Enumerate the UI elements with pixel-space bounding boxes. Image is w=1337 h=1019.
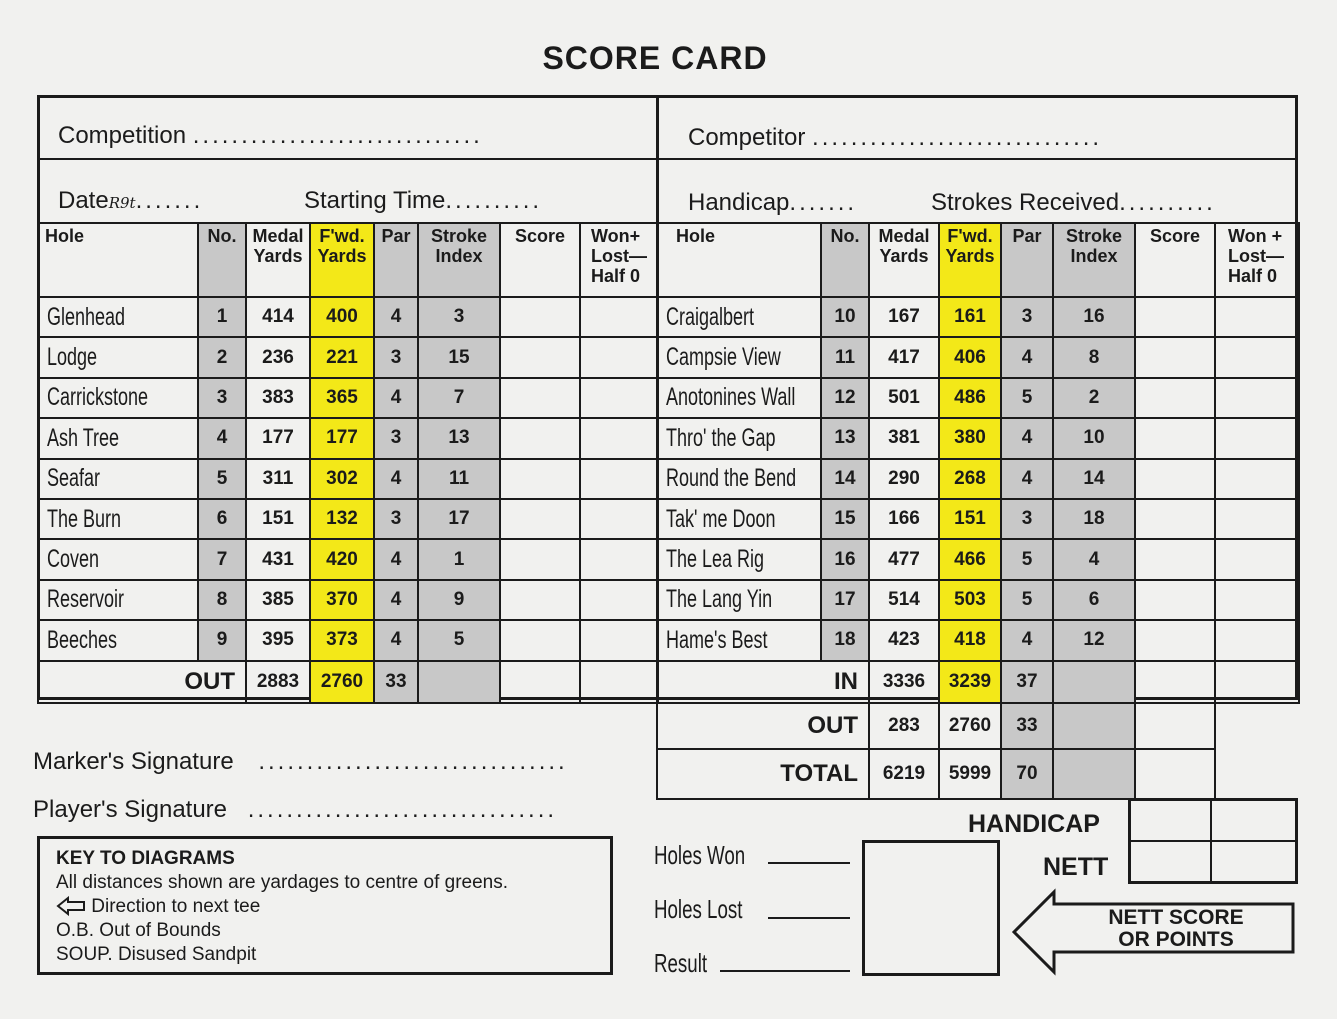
hole-row (657, 459, 1299, 499)
medal-yards: 151 (246, 499, 310, 539)
par-header: Par (374, 223, 418, 297)
holes-won-line[interactable] (768, 862, 850, 864)
hole-name: Lodge (38, 337, 198, 377)
score-cell[interactable] (1135, 418, 1215, 458)
hole-name: Coven (38, 539, 198, 579)
hole-number: 15 (821, 499, 869, 539)
forward-yards: 486 (939, 378, 1001, 418)
holes-lost-label: Holes Lost (654, 894, 743, 924)
out-total-row (38, 661, 658, 703)
score-cell[interactable] (1135, 459, 1215, 499)
medal-yards: 166 (869, 499, 939, 539)
stroke-index-header: Stroke Index (418, 223, 500, 297)
out-won-cell[interactable] (580, 661, 658, 703)
hole-name: Reservoir (38, 580, 198, 620)
par-value: 4 (374, 580, 418, 620)
hole-row (38, 499, 658, 539)
hole-name: The Burn (38, 499, 198, 539)
won-lost-cell[interactable] (1215, 418, 1299, 458)
par-value: 4 (374, 378, 418, 418)
in-fwd: 3239 (939, 661, 1001, 703)
score-cell[interactable] (1135, 337, 1215, 377)
out-carry-label: OUT (657, 703, 869, 749)
forward-yards: 420 (310, 539, 374, 579)
score-cell[interactable] (500, 337, 580, 377)
forward-yards: 177 (310, 418, 374, 458)
out-score-cell[interactable] (500, 661, 580, 703)
won-lost-cell[interactable] (580, 337, 658, 377)
won-lost-cell[interactable] (580, 297, 658, 337)
hole-row (657, 337, 1299, 377)
hole-name: Seafar (38, 459, 198, 499)
hole-number: 3 (198, 378, 246, 418)
hole-row (657, 499, 1299, 539)
won-lost-cell[interactable] (1215, 580, 1299, 620)
out-medal: 2883 (246, 661, 310, 703)
hole-row (657, 539, 1299, 579)
in-won-cell[interactable] (1215, 661, 1299, 703)
hole-number: 4 (198, 418, 246, 458)
forward-yards: 151 (939, 499, 1001, 539)
hole-row (38, 378, 658, 418)
medal-yards: 385 (246, 580, 310, 620)
arrow-left-icon (56, 896, 86, 916)
page-title: SCORE CARD (542, 40, 768, 76)
score-header: Score (500, 223, 580, 297)
hole-name: Anotonines Wall (657, 378, 821, 418)
medal-yards: 290 (869, 459, 939, 499)
hole-number: 2 (198, 337, 246, 377)
hole-row (38, 620, 658, 660)
medal-yards: 514 (869, 580, 939, 620)
hole-row (657, 378, 1299, 418)
medal-yards: 236 (246, 337, 310, 377)
diagram-key (37, 836, 613, 975)
hole-number: 17 (821, 580, 869, 620)
strokes-received-field[interactable]: Strokes Received.......... (931, 189, 1216, 216)
forward-yards: 365 (310, 378, 374, 418)
medal-header: Medal Yards (246, 223, 310, 297)
date-field[interactable]: DateR9t....... (58, 187, 204, 214)
in-total-row (657, 661, 1299, 703)
forward-yards: 161 (939, 297, 1001, 337)
out-carry-si (1053, 703, 1135, 749)
par-value: 5 (1001, 580, 1053, 620)
medal-yards: 311 (246, 459, 310, 499)
hole-row (38, 459, 658, 499)
medal-yards: 477 (869, 539, 939, 579)
par-value: 4 (374, 297, 418, 337)
won-lost-cell[interactable] (1215, 539, 1299, 579)
stroke-index: 12 (1053, 620, 1135, 660)
forward-yards: 132 (310, 499, 374, 539)
stroke-index: 9 (418, 580, 500, 620)
date-label: Date (58, 187, 109, 214)
front-header-row (38, 223, 658, 297)
result-line[interactable] (720, 970, 850, 972)
in-label: IN (657, 661, 869, 703)
hole-number: 11 (821, 337, 869, 377)
score-cell[interactable] (500, 580, 580, 620)
hole-name: Thro' the Gap (657, 418, 821, 458)
hole-number: 18 (821, 620, 869, 660)
stroke-index: 6 (1053, 580, 1135, 620)
stroke-index: 8 (1053, 337, 1135, 377)
par-value: 4 (1001, 418, 1053, 458)
out-label: OUT (38, 661, 246, 703)
forward-yards: 370 (310, 580, 374, 620)
score-cell[interactable] (500, 297, 580, 337)
stroke-index: 5 (418, 620, 500, 660)
score-cell[interactable] (1135, 539, 1215, 579)
key-line-soup: SOUP. Disused Sandpit (56, 944, 257, 965)
out-fwd: 2760 (310, 661, 374, 703)
forward-yards: 302 (310, 459, 374, 499)
forward-yards: 418 (939, 620, 1001, 660)
hole-name: Round the Bend (657, 459, 821, 499)
stroke-index: 17 (418, 499, 500, 539)
par-value: 3 (374, 418, 418, 458)
won-lost-cell[interactable] (1215, 297, 1299, 337)
total-score[interactable] (1135, 749, 1215, 799)
score-cell[interactable] (500, 620, 580, 660)
medal-yards: 383 (246, 378, 310, 418)
forward-yards: 406 (939, 337, 1001, 377)
won-lost-header: Won + Lost— Half 0 (1215, 223, 1299, 297)
key-line-direction: Direction to next tee (56, 895, 594, 919)
hole-number: 16 (821, 539, 869, 579)
medal-yards: 177 (246, 418, 310, 458)
player-signature[interactable]: Player's Signature ................................ (33, 796, 558, 823)
medal-yards: 395 (246, 620, 310, 660)
out-si-blank (418, 661, 500, 703)
par-value: 3 (374, 337, 418, 377)
par-value: 3 (1001, 499, 1053, 539)
out-carry-medal: 283 (869, 703, 939, 749)
score-cell[interactable] (500, 499, 580, 539)
par-value: 4 (1001, 337, 1053, 377)
hole-number: 5 (198, 459, 246, 499)
total-par: 70 (1001, 749, 1053, 799)
total-fwd: 5999 (939, 749, 1001, 799)
par-value: 4 (374, 539, 418, 579)
key-title: KEY TO DIAGRAMS (56, 848, 235, 869)
hole-row (657, 580, 1299, 620)
strokes-received-label: Strokes Received (931, 189, 1120, 216)
medal-header: Medal Yards (869, 223, 939, 297)
in-score-cell[interactable] (1135, 661, 1215, 703)
competition-field[interactable]: Competition .............................. (58, 122, 483, 149)
par-value: 4 (374, 620, 418, 660)
par-value: 5 (1001, 378, 1053, 418)
key-line-distances: All distances shown are yardages to centre of greens. (56, 872, 509, 893)
player-signature-label: Player's Signature (33, 796, 228, 823)
hole-name: The Lea Rig (657, 539, 821, 579)
hole-row (38, 337, 658, 377)
won-lost-cell[interactable] (580, 580, 658, 620)
hole-row (38, 297, 658, 337)
out-carry-row (657, 703, 1299, 749)
hole-number: 10 (821, 297, 869, 337)
won-lost-cell[interactable] (580, 620, 658, 660)
starting-time-label: Starting Time (304, 187, 446, 214)
medal-yards: 417 (869, 337, 939, 377)
in-si-blank (1053, 661, 1135, 703)
result-label: Result (654, 948, 708, 978)
forward-yards: 466 (939, 539, 1001, 579)
score-cell[interactable] (500, 378, 580, 418)
hole-header: Hole (38, 223, 198, 297)
hole-row (657, 418, 1299, 458)
hole-row (38, 418, 658, 458)
handicap-field[interactable]: Handicap....... (688, 189, 858, 216)
meta-rule (37, 158, 1298, 160)
handicap-label-total: HANDICAP (968, 810, 1100, 838)
competitor-field[interactable]: Competitor .............................. (688, 124, 1103, 151)
hole-number: 1 (198, 297, 246, 337)
stroke-index: 11 (418, 459, 500, 499)
hole-name: Carrickstone (38, 378, 198, 418)
hole-name: Campsie View (657, 337, 821, 377)
in-medal: 3336 (869, 661, 939, 703)
stroke-index: 15 (418, 337, 500, 377)
par-value: 3 (374, 499, 418, 539)
par-value: 4 (1001, 620, 1053, 660)
holes-won-label: Holes Won (654, 840, 746, 870)
score-cell[interactable] (1135, 580, 1215, 620)
date-handwritten: R9t (108, 194, 136, 212)
hole-row (38, 539, 658, 579)
score-header: Score (1135, 223, 1215, 297)
hole-number: 14 (821, 459, 869, 499)
stroke-index: 13 (418, 418, 500, 458)
out-par: 33 (374, 661, 418, 703)
hole-number: 9 (198, 620, 246, 660)
hole-number: 6 (198, 499, 246, 539)
out-carry-score[interactable] (1135, 703, 1215, 749)
out-carry-fwd: 2760 (939, 703, 1001, 749)
key-line-ob: O.B. Out of Bounds (56, 920, 221, 941)
nett-won-cell[interactable] (1210, 798, 1298, 884)
won-lost-cell[interactable] (580, 378, 658, 418)
out-carry-par: 33 (1001, 703, 1053, 749)
no-header: No. (198, 223, 246, 297)
score-cell[interactable] (500, 539, 580, 579)
total-medal: 6219 (869, 749, 939, 799)
won-lost-header: Won+ Lost— Half 0 (580, 223, 658, 297)
par-value: 4 (1001, 459, 1053, 499)
score-cell[interactable] (1135, 499, 1215, 539)
stroke-index: 4 (1053, 539, 1135, 579)
won-lost-cell[interactable] (580, 418, 658, 458)
medal-yards: 423 (869, 620, 939, 660)
stroke-index: 16 (1053, 297, 1135, 337)
competition-label: Competition (58, 122, 187, 149)
nett-label: NETT (1043, 853, 1109, 881)
stroke-index: 1 (418, 539, 500, 579)
hole-name: The Lang Yin (657, 580, 821, 620)
hole-name: Hame's Best (657, 620, 821, 660)
stroke-index-header: Stroke Index (1053, 223, 1135, 297)
hole-name: Ash Tree (38, 418, 198, 458)
fwd-header: F'wd. Yards (939, 223, 1001, 297)
fwd-header: F'wd. Yards (310, 223, 374, 297)
in-par: 37 (1001, 661, 1053, 703)
hole-row (657, 620, 1299, 660)
hole-number: 13 (821, 418, 869, 458)
forward-yards: 380 (939, 418, 1001, 458)
won-lost-cell[interactable] (580, 539, 658, 579)
score-cell[interactable] (500, 418, 580, 458)
no-header: No. (821, 223, 869, 297)
forward-yards: 400 (310, 297, 374, 337)
won-lost-cell[interactable] (1215, 378, 1299, 418)
won-lost-cell[interactable] (1215, 459, 1299, 499)
medal-yards: 501 (869, 378, 939, 418)
hole-name: Glenhead (38, 297, 198, 337)
par-value: 3 (1001, 297, 1053, 337)
score-cell[interactable] (1135, 297, 1215, 337)
back-nine-table (656, 222, 1300, 800)
starting-time-field[interactable]: Starting Time.......... (304, 187, 543, 214)
par-value: 4 (374, 459, 418, 499)
hole-number: 12 (821, 378, 869, 418)
medal-yards: 414 (246, 297, 310, 337)
forward-yards: 373 (310, 620, 374, 660)
medal-yards: 167 (869, 297, 939, 337)
stroke-index: 18 (1053, 499, 1135, 539)
holes-lost-line[interactable] (768, 917, 850, 919)
hole-row (38, 580, 658, 620)
par-header: Par (1001, 223, 1053, 297)
stroke-index: 14 (1053, 459, 1135, 499)
handicap-label: Handicap (688, 189, 790, 216)
stroke-index: 10 (1053, 418, 1135, 458)
stroke-index: 7 (418, 378, 500, 418)
won-lost-cell[interactable] (580, 459, 658, 499)
header-divider (656, 96, 659, 226)
medal-yards: 431 (246, 539, 310, 579)
front-nine-table (37, 222, 659, 704)
hole-name: Beeches (38, 620, 198, 660)
won-lost-cell[interactable] (1215, 620, 1299, 660)
hole-row (657, 297, 1299, 337)
hole-name: Craigalbert (657, 297, 821, 337)
total-row (657, 749, 1299, 799)
hole-name: Tak' me Doon (657, 499, 821, 539)
hole-number: 7 (198, 539, 246, 579)
stroke-index: 2 (1053, 378, 1135, 418)
hole-header: Hole (657, 223, 821, 297)
hole-number: 8 (198, 580, 246, 620)
medal-yards: 381 (869, 418, 939, 458)
forward-yards: 221 (310, 337, 374, 377)
won-lost-cell[interactable] (1215, 337, 1299, 377)
marker-signature[interactable]: Marker's Signature ................................ (33, 748, 568, 775)
won-lost-cell[interactable] (1215, 499, 1299, 539)
back-header-row (657, 223, 1299, 297)
total-label: TOTAL (657, 749, 869, 799)
forward-yards: 503 (939, 580, 1001, 620)
forward-yards: 268 (939, 459, 1001, 499)
competitor-label: Competitor (688, 124, 806, 151)
par-value: 5 (1001, 539, 1053, 579)
score-cell[interactable] (1135, 378, 1215, 418)
nett-score-box[interactable] (862, 840, 1000, 976)
total-si (1053, 749, 1135, 799)
score-cell[interactable] (500, 459, 580, 499)
marker-signature-label: Marker's Signature (33, 748, 234, 775)
nett-score-caption: NETT SCORE OR POINTS (1108, 906, 1244, 951)
won-lost-cell[interactable] (580, 499, 658, 539)
score-cell[interactable] (1135, 620, 1215, 660)
stroke-index: 3 (418, 297, 500, 337)
